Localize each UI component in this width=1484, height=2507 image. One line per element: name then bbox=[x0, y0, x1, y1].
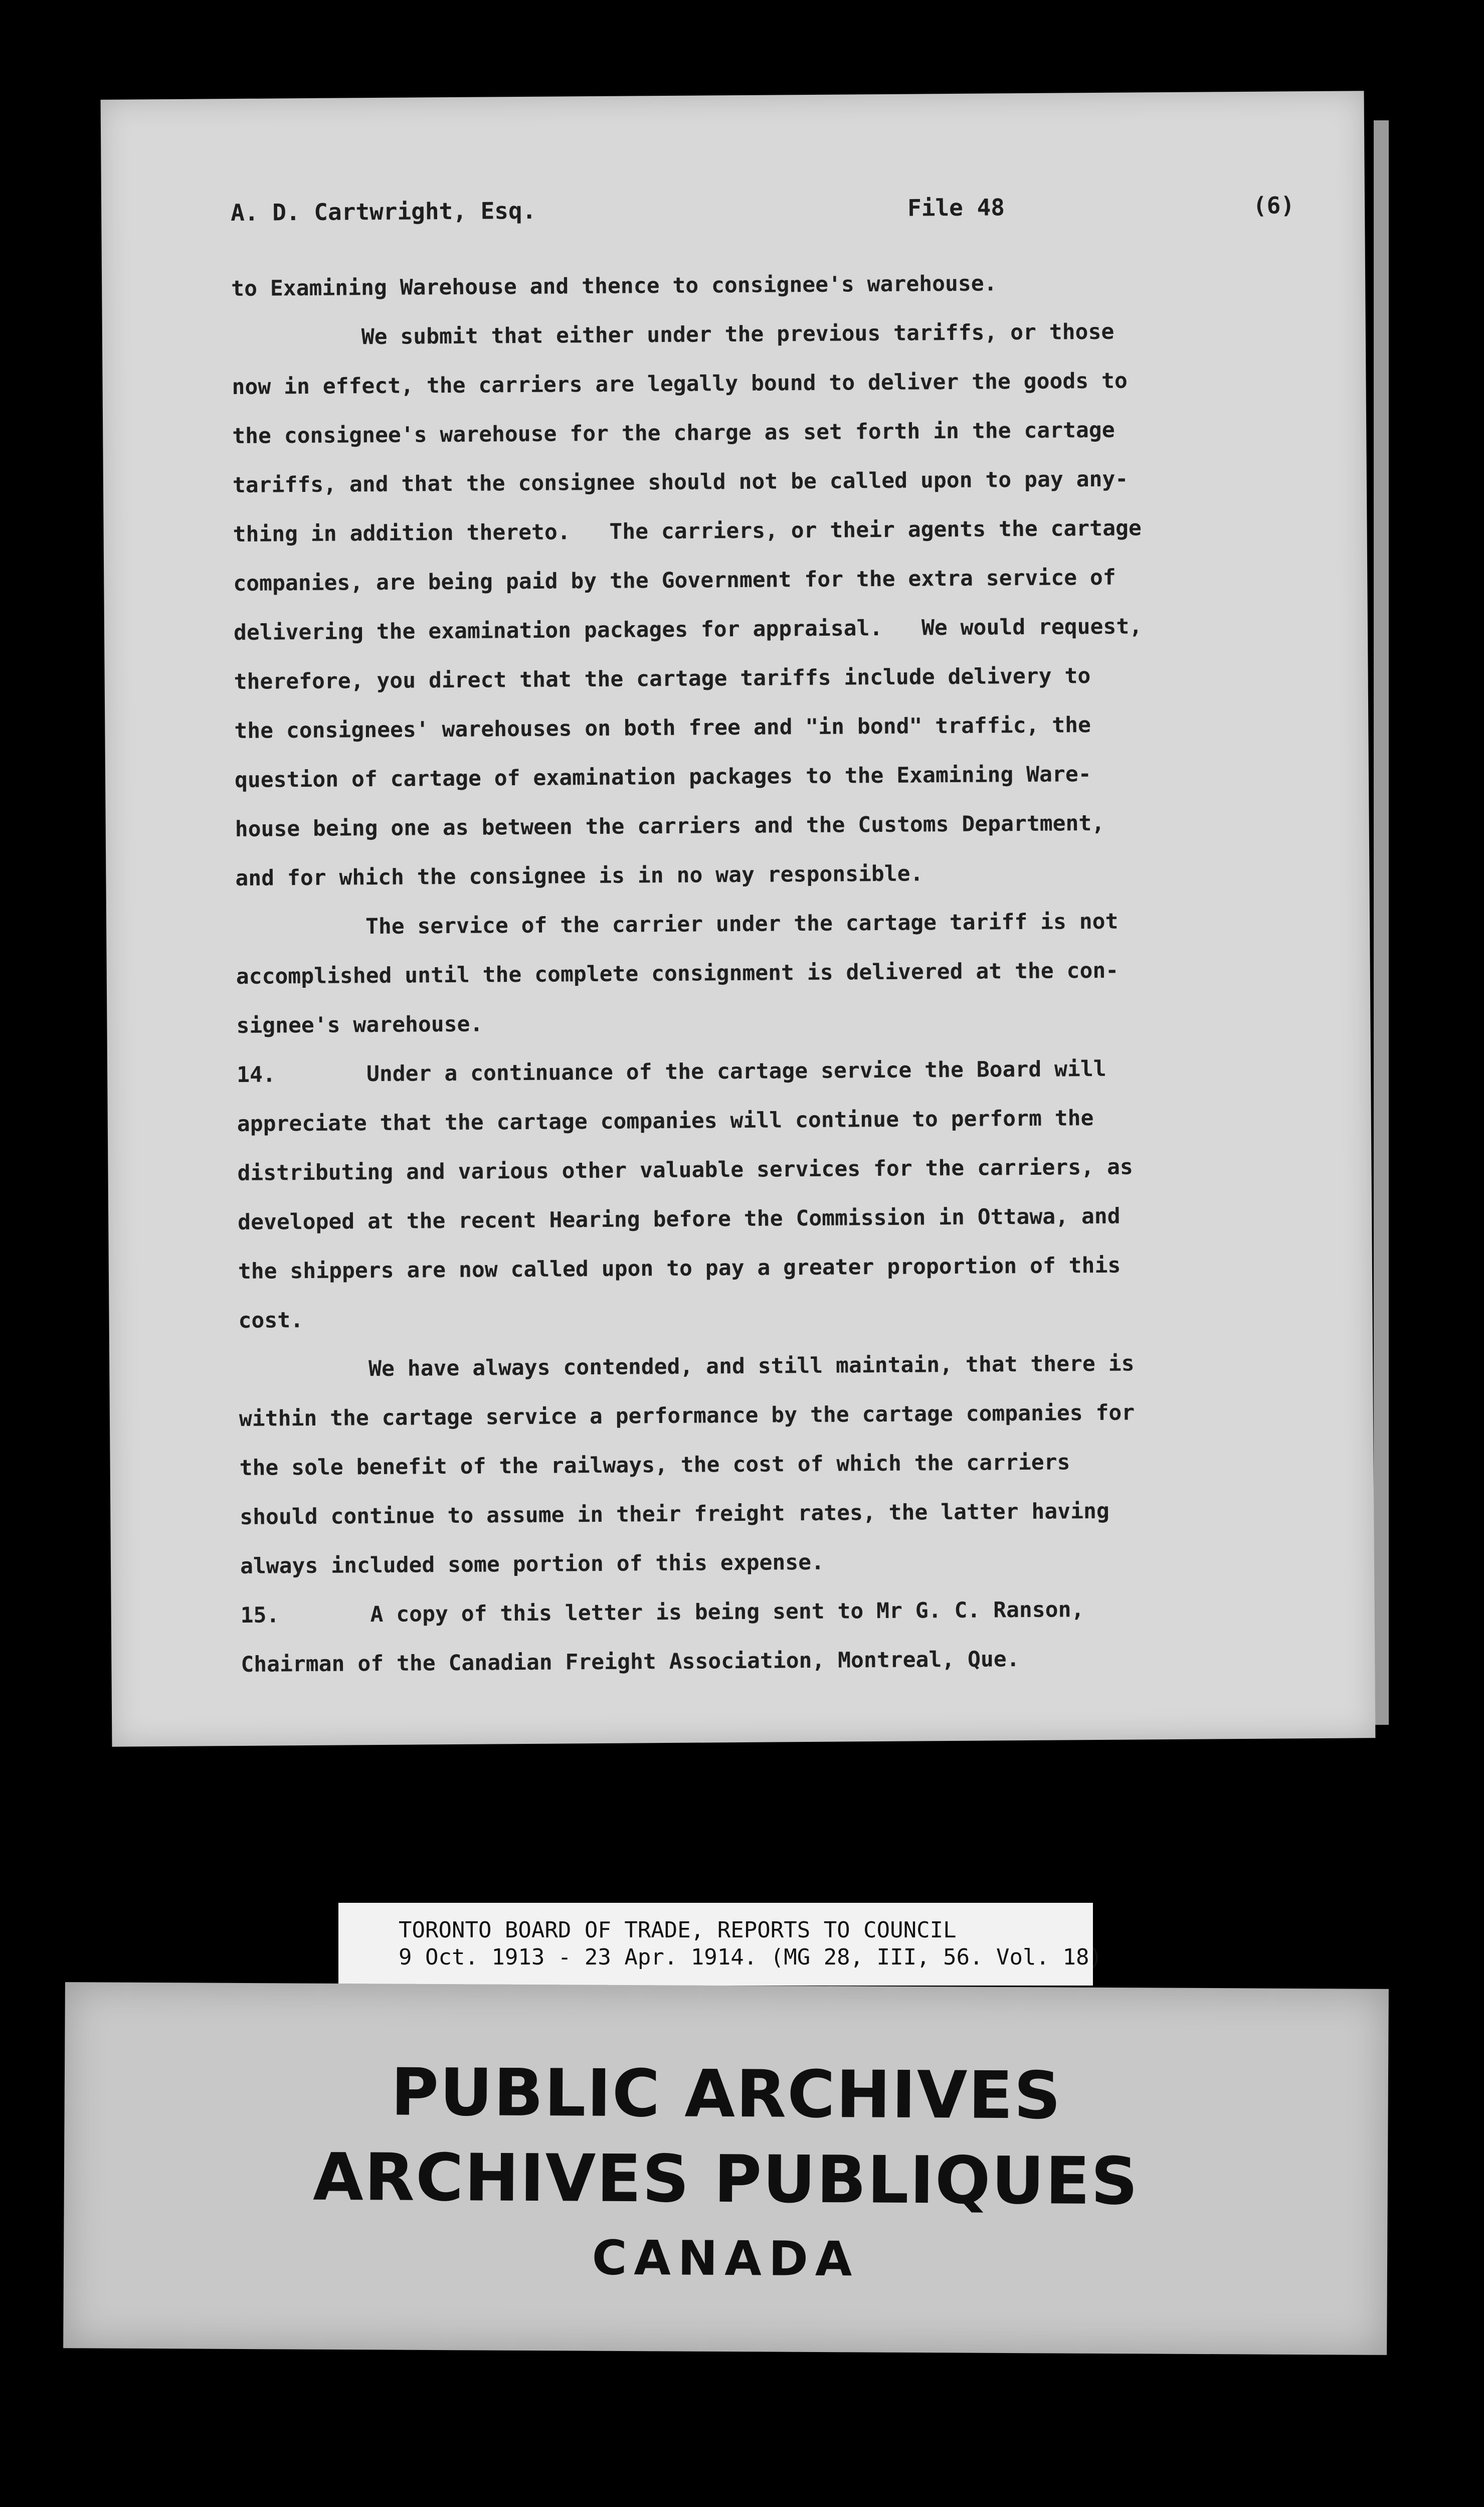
page-number: (6) bbox=[1252, 192, 1295, 219]
body-line: and for which the consignee is in no way responsible. bbox=[235, 861, 923, 891]
body-line: house being one as between the carriers and the Customs Department, bbox=[235, 810, 1105, 842]
body-line: distributing and various other valuable services for the carriers, as bbox=[237, 1154, 1133, 1186]
body-line: delivering the examination packages for appraisal. We would request, bbox=[233, 614, 1143, 646]
body-line: signee's warehouse. bbox=[236, 1011, 483, 1038]
body-line: 14. Under a continuance of the cartage service the Board will bbox=[236, 1056, 1106, 1088]
body-line: therefore, you direct that the cartage tariffs include delivery to bbox=[234, 663, 1091, 695]
banner-archives-publiques: ARCHIVES PUBLIQUES bbox=[312, 2138, 1139, 2220]
body-line: the consignee's warehouse for the charge as set forth in the cartage bbox=[232, 417, 1115, 449]
archive-label-line-2: 9 Oct. 1913 - 23 Apr. 1914. (MG 28, III, 56. Vol. 18) bbox=[399, 1944, 1102, 1970]
body-line: accomplished until the complete consignment is delivered at the con- bbox=[236, 958, 1119, 989]
body-line: We have always contended, and still maintain, that there is bbox=[239, 1351, 1135, 1382]
letter-header bbox=[231, 192, 1315, 239]
body-line: within the cartage service a performance by the cartage companies for bbox=[239, 1400, 1135, 1431]
body-line: should continue to assume in their freight rates, the latter having bbox=[240, 1498, 1109, 1530]
archive-reference-label bbox=[338, 1903, 1102, 1986]
addressee: A. D. Cartwright, Esq. bbox=[230, 197, 536, 227]
body-line: We submit that either under the previous tariffs, or those bbox=[231, 319, 1115, 351]
body-line: tariffs, and that the consignee should not be called upon to pay any- bbox=[232, 466, 1129, 498]
body-line: 15. A copy of this letter is being sent to Mr G. C. Ranson, bbox=[240, 1597, 1084, 1628]
page-edge-shadow bbox=[1374, 120, 1389, 1725]
banner-canada: CANADA bbox=[592, 2230, 859, 2287]
letter-page bbox=[101, 91, 1376, 1747]
body-line: the shippers are now called upon to pay a greater proportion of this bbox=[238, 1252, 1121, 1284]
banner-public-archives: PUBLIC ARCHIVES bbox=[391, 2054, 1062, 2134]
archive-label-line-1: TORONTO BOARD OF TRADE, REPORTS TO COUNCIL bbox=[399, 1917, 957, 1943]
body-line: always included some portion of this expense. bbox=[240, 1549, 825, 1579]
body-line: the consignees' warehouses on both free and "in bond" traffic, the bbox=[234, 712, 1091, 744]
body-line: the sole benefit of the railways, the cost of which the carriers bbox=[239, 1450, 1070, 1481]
body-line: to Examining Warehouse and thence to consignee's warehouse. bbox=[231, 271, 997, 302]
body-line: companies, are being paid by the Government for the extra service of bbox=[233, 565, 1116, 597]
body-line: cost. bbox=[238, 1308, 304, 1333]
body-line: question of cartage of examination packages to the Examining Ware- bbox=[234, 762, 1091, 793]
body-line: Chairman of the Canadian Freight Association, Montreal, Que. bbox=[241, 1647, 1020, 1677]
body-line: developed at the recent Hearing before the Commission in Ottawa, and bbox=[238, 1203, 1121, 1235]
public-archives-banner bbox=[63, 1982, 1389, 2355]
body-line: thing in addition thereto. The carriers, or their agents the cartage bbox=[233, 515, 1142, 548]
letter-body bbox=[231, 257, 1309, 1689]
body-line: appreciate that the cartage companies will continue to perform the bbox=[237, 1106, 1094, 1137]
body-line: The service of the carrier under the cartage tariff is not bbox=[235, 909, 1119, 940]
file-reference: File 48 bbox=[907, 194, 1005, 222]
body-line: now in effect, the carriers are legally bound to deliver the goods to bbox=[232, 368, 1128, 400]
